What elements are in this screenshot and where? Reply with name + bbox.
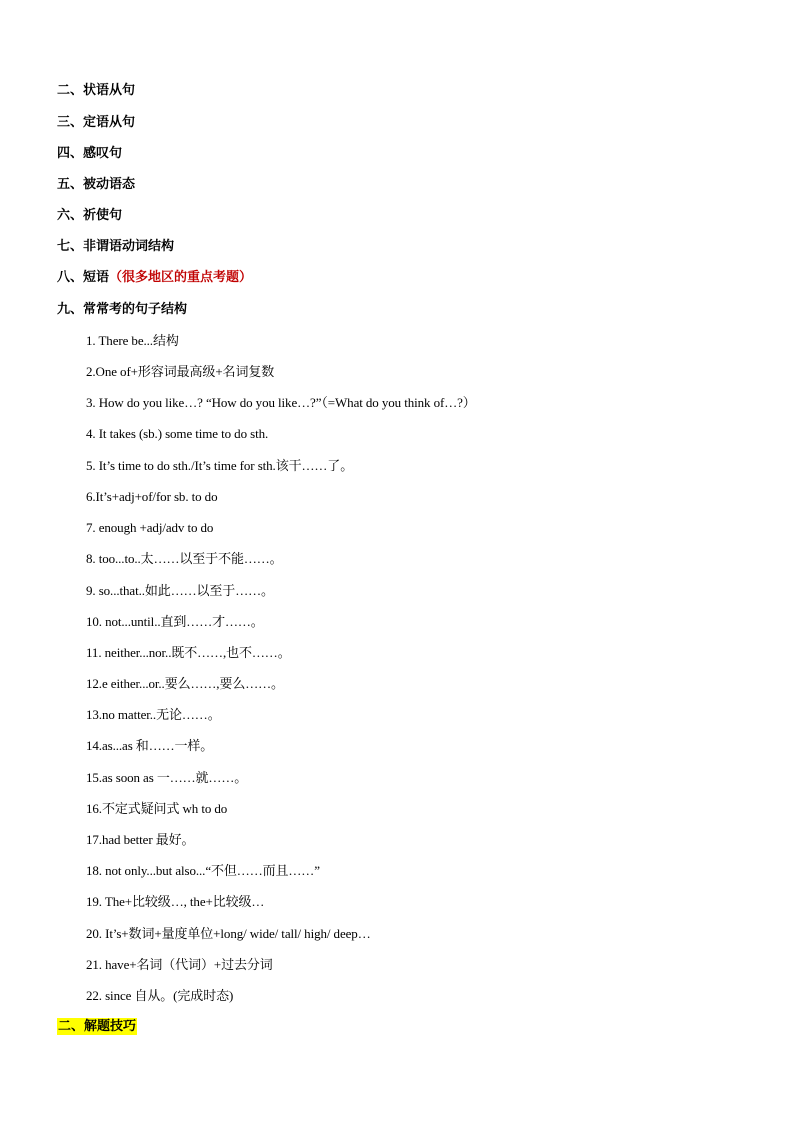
list-item: 21. have+名词（代词）+过去分词 <box>86 957 273 972</box>
heading-non-finite-verbs: 七、非谓语动词结构 <box>57 239 175 254</box>
heading-phrases-note: （很多地区的重点考题） <box>109 270 253 285</box>
heading-sentence-structures: 九、常常考的句子结构 <box>57 302 188 317</box>
heading-imperative-sentence: 六、祈使句 <box>57 208 123 223</box>
heading-attributive-clause: 三、定语从句 <box>57 115 136 130</box>
highlighted-section-title: 二、解题技巧 <box>58 1019 137 1034</box>
heading-phrases <box>57 270 252 286</box>
heading-passive-voice: 五、被动语态 <box>57 177 136 192</box>
list-item: 19. The+比较级…, the+比较级… <box>86 894 265 909</box>
list-item: 12.e either...or..要么……,要么……。 <box>86 676 284 691</box>
section-heading-problem-solving-tips <box>57 1019 137 1035</box>
list-item: 18. not only...but also...“不但……而且……” <box>86 863 320 878</box>
list-item: 17.had better 最好。 <box>86 832 195 847</box>
list-item: 1. There be...结构 <box>86 333 179 348</box>
list-item: 6.It’s+adj+of/for sb. to do <box>86 489 218 504</box>
list-item: 4. It takes (sb.) some time to do sth. <box>86 426 269 441</box>
list-item: 9. so...that..如此……以至于……。 <box>86 583 274 598</box>
heading-adverbial-clause: 二、状语从句 <box>57 83 136 98</box>
list-item: 13.no matter..无论……。 <box>86 707 221 722</box>
heading-exclamatory-sentence: 四、感叹句 <box>57 146 123 161</box>
list-item: 16.不定式疑问式 wh to do <box>86 801 228 816</box>
heading-phrases-label: 八、短语 <box>57 270 110 285</box>
list-item: 10. not...until..直到……才……。 <box>86 614 264 629</box>
list-item: 2.One of+形容词最高级+名词复数 <box>86 364 275 379</box>
list-item: 11. neither...nor..既不……,也不……。 <box>86 645 291 660</box>
list-item: 3. How do you like…? “How do you like…?”（=What do you think of…?） <box>86 395 476 410</box>
list-item: 8. too...to..太……以至于不能……。 <box>86 551 283 566</box>
list-item: 5. It’s time to do sth./It’s time for sth.该干……了。 <box>86 458 354 473</box>
list-item: 7. enough +adj/adv to do <box>86 520 214 535</box>
list-item: 20. It’s+数词+量度单位+long/ wide/ tall/ high/ deep… <box>86 926 371 941</box>
list-item: 15.as soon as 一……就……。 <box>86 770 248 785</box>
list-item: 14.as...as 和……一样。 <box>86 738 214 753</box>
list-item: 22. since 自从。(完成时态) <box>86 988 234 1003</box>
